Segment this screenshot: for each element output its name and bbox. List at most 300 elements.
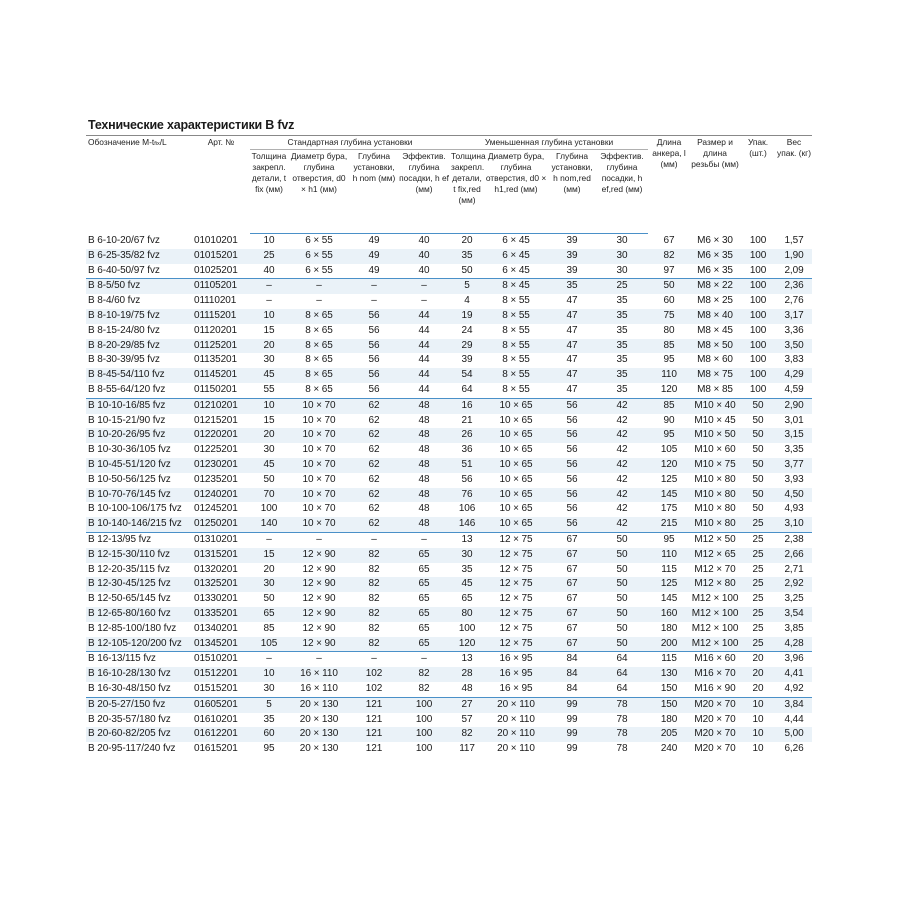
cell-size-thread: M8 × 25 xyxy=(697,295,733,307)
cell-std-tfix: 10 xyxy=(263,235,275,246)
cell-art: 01230201 xyxy=(192,458,250,473)
cell-std-tfix: 5 xyxy=(250,697,288,712)
cell-red-hnom: 56 xyxy=(548,517,596,532)
cell-anchor-length: 180 xyxy=(660,713,678,725)
cell-std-drill: 12 × 90 xyxy=(302,563,336,575)
cell-std-hef: 44 xyxy=(398,339,450,354)
cell-art: 01315201 xyxy=(192,548,250,563)
cell-red-hnom: 39 xyxy=(548,249,596,264)
cell-std-drill: 12 × 90 xyxy=(288,637,350,652)
cell-pack: 100 xyxy=(749,383,767,395)
table-row xyxy=(86,309,812,324)
cell-pack: 100 xyxy=(740,368,776,383)
cell-std-hnom: 121 xyxy=(365,713,383,725)
cell-red-tfix: 45 xyxy=(450,577,484,592)
cell-pack: 20 xyxy=(752,682,764,694)
cell-red-tfix: 35 xyxy=(461,563,473,575)
cell-red-hef: 30 xyxy=(616,264,628,276)
cell-std-hnom: 62 xyxy=(350,458,398,473)
cell-std-drill: 8 × 65 xyxy=(288,309,350,324)
cell-art: 01025201 xyxy=(194,264,238,276)
header-red-drill: Диаметр бура, глубина отверстия, d0 × h1,red (мм) xyxy=(484,150,548,234)
cell-std-drill: 12 × 90 xyxy=(302,593,336,605)
cell-designation: B 8-10-19/75 fvz xyxy=(86,309,192,324)
cell-red-tfix: 51 xyxy=(450,458,484,473)
cell-designation: B 12-15-30/110 fvz xyxy=(86,548,192,563)
cell-pack: 25 xyxy=(752,622,764,634)
cell-pack: 20 xyxy=(740,652,776,667)
cell-art: 01115201 xyxy=(192,309,250,324)
cell-pack: 100 xyxy=(740,249,776,264)
cell-red-tfix: 100 xyxy=(458,622,476,634)
cell-pack: 25 xyxy=(740,577,776,592)
cell-anchor-length: 50 xyxy=(648,279,690,294)
cell-red-hef: 78 xyxy=(596,697,648,712)
table-row xyxy=(86,383,812,398)
cell-art: 01105201 xyxy=(192,279,250,294)
cell-anchor-length: 67 xyxy=(663,234,675,246)
cell-red-tfix: 48 xyxy=(461,682,473,694)
cell-std-hef: 65 xyxy=(398,607,450,622)
cell-std-hef: 44 xyxy=(398,368,450,383)
cell-pack: 50 xyxy=(740,488,776,503)
cell-red-drill: 16 × 95 xyxy=(499,682,533,694)
cell-std-hef: 48 xyxy=(418,414,430,426)
cell-std-tfix: 10 xyxy=(250,398,288,413)
table-row xyxy=(86,443,812,458)
cell-pack: 50 xyxy=(752,414,764,426)
cell-anchor-length: 115 xyxy=(661,563,677,575)
cell-red-drill: 8 × 55 xyxy=(502,295,530,307)
cell-pack: 100 xyxy=(749,264,767,276)
cell-pack: 10 xyxy=(752,713,764,725)
cell-std-hef: 40 xyxy=(398,249,450,264)
cell-pack: 100 xyxy=(749,295,767,307)
cell-red-tfix: 64 xyxy=(461,383,473,395)
cell-red-hnom: 84 xyxy=(566,682,578,694)
cell-red-drill: 8 × 45 xyxy=(484,279,548,294)
cell-red-hnom: 56 xyxy=(566,444,578,456)
cell-art: 01245201 xyxy=(194,503,238,515)
cell-designation: B 20-95-117/240 fvz xyxy=(88,743,176,755)
cell-weight: 3,35 xyxy=(784,444,804,456)
cell-art: 01615201 xyxy=(194,743,238,755)
cell-red-hnom: 67 xyxy=(548,532,596,547)
cell-red-tfix: 30 xyxy=(450,548,484,563)
cell-std-hef: 100 xyxy=(398,727,450,742)
cell-anchor-length: 215 xyxy=(648,517,690,532)
cell-weight: 3,25 xyxy=(784,593,804,605)
cell-red-hnom: 56 xyxy=(548,428,596,443)
cell-anchor-length: 95 xyxy=(648,532,690,547)
cell-std-hnom: 102 xyxy=(365,682,383,694)
cell-weight: 3,85 xyxy=(784,622,804,634)
cell-std-drill: 10 × 70 xyxy=(288,488,350,503)
cell-std-tfix: 20 xyxy=(250,339,288,354)
cell-std-hnom: 49 xyxy=(368,235,380,246)
cell-red-tfix: 29 xyxy=(450,339,484,354)
table-row xyxy=(86,532,812,547)
cell-red-hnom: 47 xyxy=(566,324,578,336)
cell-red-drill: 10 × 65 xyxy=(484,428,548,443)
cell-size-thread: M10 × 45 xyxy=(694,414,736,426)
cell-std-hnom: 82 xyxy=(350,548,398,563)
cell-red-drill: 10 × 65 xyxy=(484,398,548,413)
cell-pack: 100 xyxy=(749,234,767,246)
cell-std-drill: 10 × 70 xyxy=(302,473,336,485)
cell-size-thread: M8 × 50 xyxy=(690,339,740,354)
cell-red-drill: 12 × 75 xyxy=(484,607,548,622)
cell-weight: 2,76 xyxy=(784,295,804,307)
cell-red-drill: 8 × 55 xyxy=(502,354,530,366)
cell-red-hnom: 47 xyxy=(566,354,578,366)
cell-anchor-length: 125 xyxy=(660,473,678,485)
cell-std-drill: 8 × 65 xyxy=(305,324,333,336)
cell-std-hnom: – xyxy=(350,532,398,547)
cell-red-tfix: 146 xyxy=(450,517,484,532)
cell-anchor-length: 200 xyxy=(648,637,690,652)
cell-weight: 3,17 xyxy=(776,309,812,324)
cell-size-thread: M20 × 70 xyxy=(694,743,736,755)
table-row xyxy=(86,713,812,728)
cell-anchor-length: 160 xyxy=(648,607,690,622)
cell-red-tfix: 26 xyxy=(450,428,484,443)
cell-anchor-length: 145 xyxy=(648,488,690,503)
cell-red-drill: 10 × 65 xyxy=(499,503,533,515)
cell-weight: 4,28 xyxy=(776,637,812,652)
cell-pack: 25 xyxy=(752,563,764,575)
cell-std-hef: 82 xyxy=(418,682,430,694)
cell-anchor-length: 240 xyxy=(660,743,678,755)
cell-weight: 3,15 xyxy=(776,428,812,443)
cell-art: 01605201 xyxy=(192,697,250,712)
cell-std-drill: 12 × 90 xyxy=(288,548,350,563)
cell-red-hef: 42 xyxy=(616,444,628,456)
table-row xyxy=(86,488,812,503)
cell-size-thread: M8 × 60 xyxy=(697,354,733,366)
cell-art: 01320201 xyxy=(194,563,238,575)
table-row xyxy=(86,577,812,592)
header-size-thread: Размер и длина резьбы (мм) xyxy=(690,136,740,234)
cell-std-tfix: 50 xyxy=(263,593,275,605)
cell-red-tfix: 82 xyxy=(450,727,484,742)
specs-table xyxy=(86,135,812,757)
cell-std-drill: 12 × 90 xyxy=(288,607,350,622)
cell-art: 01515201 xyxy=(194,682,238,694)
cell-weight: 2,90 xyxy=(776,398,812,413)
cell-std-hnom: 62 xyxy=(350,398,398,413)
cell-red-drill: 10 × 65 xyxy=(499,414,533,426)
table-row xyxy=(86,517,812,532)
cell-std-hef: 65 xyxy=(398,548,450,563)
cell-size-thread: M12 × 100 xyxy=(691,593,739,605)
cell-designation: B 8-55-64/120 fvz xyxy=(88,383,166,395)
cell-std-tfix: 15 xyxy=(250,548,288,563)
cell-red-hef: 35 xyxy=(596,368,648,383)
cell-pack: 100 xyxy=(740,279,776,294)
cell-pack: 50 xyxy=(752,444,764,456)
cell-red-tfix: 56 xyxy=(461,473,473,485)
cell-red-drill: 12 × 75 xyxy=(484,637,548,652)
cell-std-tfix: 140 xyxy=(250,517,288,532)
table-row xyxy=(86,398,812,413)
cell-red-drill: 12 × 75 xyxy=(499,593,533,605)
cell-red-hef: 42 xyxy=(596,398,648,413)
cell-red-hef: 35 xyxy=(616,354,628,366)
cell-std-hnom: 56 xyxy=(368,354,380,366)
table-row xyxy=(86,727,812,742)
cell-size-thread: M8 × 22 xyxy=(690,279,740,294)
cell-designation: B 20-60-82/205 fvz xyxy=(86,727,192,742)
cell-size-thread: M8 × 85 xyxy=(697,383,733,395)
cell-size-thread: M20 × 70 xyxy=(694,713,736,725)
cell-designation: B 10-15-21/90 fvz xyxy=(88,414,166,426)
cell-weight: 3,93 xyxy=(784,473,804,485)
cell-std-hef: 44 xyxy=(398,309,450,324)
cell-std-tfix: 10 xyxy=(250,309,288,324)
cell-weight: 4,50 xyxy=(776,488,812,503)
cell-size-thread: M10 × 80 xyxy=(694,503,736,515)
cell-red-hef: 64 xyxy=(616,682,628,694)
header-std-group: Стандартная глубина установки xyxy=(250,136,450,150)
table-row xyxy=(86,414,812,429)
header-pack: Упак. (шт.) xyxy=(740,136,776,234)
header-std-hnom: Глубина установки, h nom (мм) xyxy=(350,150,398,234)
cell-std-hnom: 49 xyxy=(350,249,398,264)
cell-weight: 3,83 xyxy=(784,354,804,366)
cell-std-hnom: 62 xyxy=(368,503,380,515)
cell-weight: 3,01 xyxy=(784,414,804,426)
table-row xyxy=(86,607,812,622)
cell-pack: 100 xyxy=(740,309,776,324)
cell-size-thread: M20 × 70 xyxy=(690,697,740,712)
cell-size-thread: M10 × 80 xyxy=(694,473,736,485)
cell-red-hef: 35 xyxy=(596,339,648,354)
cell-red-tfix: 80 xyxy=(450,607,484,622)
cell-anchor-length: 90 xyxy=(663,414,675,426)
cell-std-drill: 10 × 70 xyxy=(288,517,350,532)
cell-art: 01110201 xyxy=(194,295,237,307)
cell-designation: B 12-65-80/160 fvz xyxy=(86,607,192,622)
cell-art: 01250201 xyxy=(192,517,250,532)
cell-red-hnom: 67 xyxy=(566,563,578,575)
cell-std-hnom: 49 xyxy=(368,264,380,276)
cell-std-tfix: 55 xyxy=(263,383,275,395)
cell-red-tfix: 4 xyxy=(464,295,470,307)
cell-red-hnom: 84 xyxy=(548,652,596,667)
cell-red-drill: 12 × 75 xyxy=(499,563,533,575)
cell-red-hnom: 39 xyxy=(566,235,578,246)
header-anchor-length: Длина анкера, l (мм) xyxy=(648,136,690,234)
cell-anchor-length: 145 xyxy=(660,593,678,605)
cell-designation: B 10-10-16/85 fvz xyxy=(86,398,192,413)
cell-red-tfix: 36 xyxy=(461,444,473,456)
cell-pack: 10 xyxy=(752,743,764,755)
cell-std-drill: 6 × 55 xyxy=(288,249,350,264)
cell-red-hef: 35 xyxy=(616,295,628,307)
cell-size-thread: M10 × 60 xyxy=(694,444,736,456)
cell-anchor-length: 110 xyxy=(648,368,690,383)
cell-red-tfix: 39 xyxy=(461,354,473,366)
cell-std-hnom: 82 xyxy=(368,563,380,575)
cell-red-hnom: 39 xyxy=(566,264,578,276)
cell-red-drill: 12 × 75 xyxy=(484,548,548,563)
cell-red-hnom: 47 xyxy=(548,368,596,383)
cell-red-drill: 10 × 65 xyxy=(484,517,548,532)
cell-std-hef: 48 xyxy=(398,428,450,443)
cell-weight: 6,26 xyxy=(784,743,804,755)
cell-red-tfix: 19 xyxy=(450,309,484,324)
cell-art: 01150201 xyxy=(194,383,237,395)
cell-art: 01335201 xyxy=(192,607,250,622)
table-row xyxy=(86,502,812,517)
cell-std-tfix: 10 xyxy=(250,667,288,682)
cell-weight: 4,29 xyxy=(776,368,812,383)
cell-std-tfix: 100 xyxy=(260,503,278,515)
table-row xyxy=(86,622,812,637)
cell-red-hnom: 56 xyxy=(548,488,596,503)
cell-anchor-length: 115 xyxy=(648,652,690,667)
cell-red-hef: 30 xyxy=(616,235,628,246)
cell-red-tfix: 76 xyxy=(450,488,484,503)
table-row xyxy=(86,473,812,488)
cell-std-tfix: 45 xyxy=(250,458,288,473)
cell-size-thread: M10 × 80 xyxy=(690,488,740,503)
cell-designation: B 6-25-35/82 fvz xyxy=(86,249,192,264)
cell-std-drill: 8 × 65 xyxy=(305,354,333,366)
cell-red-hef: 50 xyxy=(596,532,648,547)
cell-size-thread: M6 × 35 xyxy=(690,249,740,264)
cell-art: 01325201 xyxy=(192,577,250,592)
cell-std-hnom: 56 xyxy=(350,309,398,324)
cell-pack: 20 xyxy=(740,667,776,682)
cell-std-drill: – xyxy=(288,279,350,294)
cell-std-hnom: 62 xyxy=(350,488,398,503)
cell-anchor-length: 82 xyxy=(648,249,690,264)
cell-std-tfix: – xyxy=(250,532,288,547)
cell-std-tfix: 30 xyxy=(250,577,288,592)
cell-std-drill: 10 × 70 xyxy=(288,458,350,473)
cell-std-drill: 8 × 65 xyxy=(288,339,350,354)
cell-pack: 50 xyxy=(740,428,776,443)
cell-anchor-length: 105 xyxy=(660,444,678,456)
cell-designation: B 8-45-54/110 fvz xyxy=(86,368,192,383)
header-red-hef: Эффектив. глубина посадки, h ef,red (мм) xyxy=(596,150,648,234)
cell-std-drill: – xyxy=(288,532,350,547)
cell-std-drill: 16 × 110 xyxy=(300,682,338,694)
cell-art: 01010201 xyxy=(194,234,238,246)
cell-red-hnom: 47 xyxy=(566,295,578,307)
cell-red-drill: 8 × 55 xyxy=(484,309,548,324)
cell-size-thread: M16 × 90 xyxy=(694,682,736,694)
cell-red-hef: 50 xyxy=(596,637,648,652)
cell-red-hef: 35 xyxy=(596,309,648,324)
cell-red-drill: 20 × 110 xyxy=(484,727,548,742)
cell-std-drill: 10 × 70 xyxy=(288,428,350,443)
cell-std-hef: 65 xyxy=(398,577,450,592)
cell-anchor-length: 60 xyxy=(663,295,675,307)
header-std-drill: Диаметр бура, глубина отверстия, d0 × h1 (мм) xyxy=(288,150,350,234)
header-designation: Обозначение M-tfix/L xyxy=(86,136,192,234)
cell-weight: 4,93 xyxy=(784,503,804,515)
cell-size-thread: M10 × 75 xyxy=(690,458,740,473)
cell-art: 01235201 xyxy=(194,473,238,485)
cell-std-hef: 48 xyxy=(418,503,430,515)
cell-designation: B 12-50-65/145 fvz xyxy=(88,593,171,605)
cell-red-drill: 12 × 75 xyxy=(484,577,548,592)
cell-designation: B 10-140-146/215 fvz xyxy=(86,517,192,532)
cell-red-tfix: 24 xyxy=(461,324,473,336)
cell-std-hef: 100 xyxy=(415,713,433,725)
cell-std-drill: 12 × 90 xyxy=(302,622,336,634)
cell-red-tfix: 28 xyxy=(450,667,484,682)
cell-red-hnom: 56 xyxy=(566,414,578,426)
cell-weight: 3,96 xyxy=(776,652,812,667)
cell-std-hnom: 82 xyxy=(350,637,398,652)
cell-red-hef: 78 xyxy=(616,743,628,755)
cell-designation: B 16-13/115 fvz xyxy=(86,652,192,667)
table-row xyxy=(86,637,812,652)
cell-weight: 2,71 xyxy=(784,563,804,575)
cell-red-drill: 20 × 110 xyxy=(484,697,548,712)
cell-red-drill: 8 × 55 xyxy=(502,383,530,395)
cell-red-tfix: 50 xyxy=(461,264,473,276)
cell-red-drill: 6 × 45 xyxy=(502,264,530,276)
cell-std-hef: 40 xyxy=(418,264,430,276)
cell-std-tfix: 85 xyxy=(263,622,275,634)
cell-red-tfix: 5 xyxy=(450,279,484,294)
cell-designation: B 16-30-48/150 fvz xyxy=(88,682,171,694)
cell-anchor-length: 120 xyxy=(648,458,690,473)
cell-red-drill: 6 × 45 xyxy=(484,249,548,264)
cell-anchor-length: 97 xyxy=(663,264,675,276)
cell-red-hef: 64 xyxy=(596,667,648,682)
cell-std-hef: 48 xyxy=(418,473,430,485)
cell-red-drill: 10 × 65 xyxy=(499,473,533,485)
cell-std-tfix: 15 xyxy=(263,414,275,426)
cell-art: 01125201 xyxy=(192,339,250,354)
cell-std-hnom: 56 xyxy=(368,324,380,336)
cell-red-hef: 42 xyxy=(596,517,648,532)
cell-red-hnom: 56 xyxy=(566,473,578,485)
cell-red-drill: 20 × 110 xyxy=(497,713,535,725)
cell-std-hnom: – xyxy=(350,279,398,294)
cell-red-hef: 42 xyxy=(596,488,648,503)
cell-art: 01345201 xyxy=(192,637,250,652)
cell-size-thread: M8 × 75 xyxy=(690,368,740,383)
table-row xyxy=(86,742,812,757)
cell-std-drill: 10 × 70 xyxy=(302,503,336,515)
cell-std-tfix: 45 xyxy=(250,368,288,383)
cell-size-thread: M12 × 70 xyxy=(694,563,736,575)
cell-std-hef: – xyxy=(421,295,427,307)
cell-red-drill: 16 × 95 xyxy=(484,667,548,682)
cell-art: 01225201 xyxy=(194,444,238,456)
cell-std-drill: 20 × 130 xyxy=(299,743,339,755)
cell-red-hef: 42 xyxy=(596,458,648,473)
cell-pack: 25 xyxy=(752,593,764,605)
table-row xyxy=(86,279,812,294)
cell-std-drill: 20 × 130 xyxy=(288,697,350,712)
cell-art: 01612201 xyxy=(192,727,250,742)
cell-anchor-length: 130 xyxy=(648,667,690,682)
cell-red-hnom: 84 xyxy=(548,667,596,682)
cell-std-hef: – xyxy=(398,279,450,294)
header-red-group: Уменьшенная глубина установки xyxy=(450,136,648,150)
cell-std-hnom: 82 xyxy=(368,593,380,605)
cell-red-tfix: 16 xyxy=(450,398,484,413)
table-row xyxy=(86,234,812,249)
